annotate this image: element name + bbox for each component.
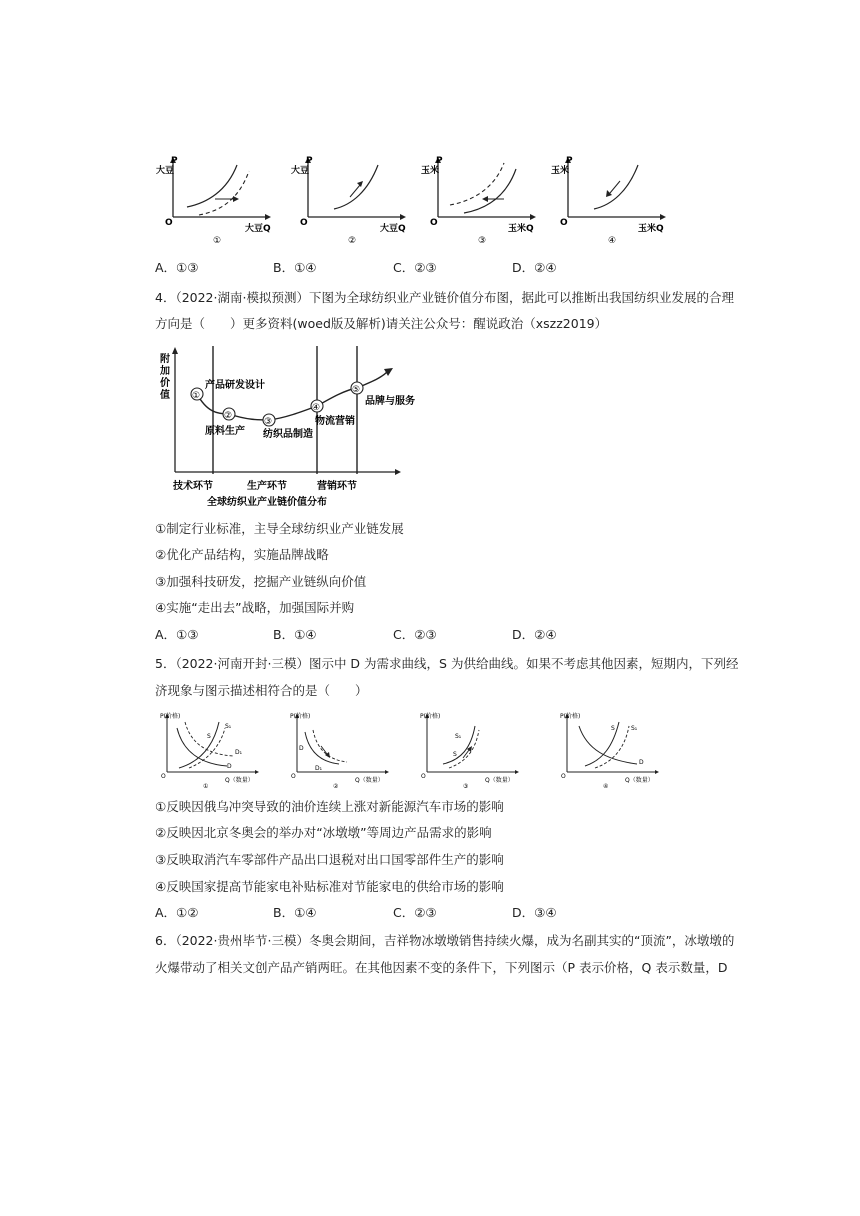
figure-label: 玉米	[551, 166, 570, 176]
figure-label: O	[291, 773, 296, 780]
q5-stem-line1: 5．（2022·河南开封·三模）图示中 D 为需求曲线，S 为供给曲线。如果不考虑其他因素，短期内，下列经	[155, 656, 739, 671]
figure-label: S₁	[455, 733, 462, 740]
q6-stem-line2: 火爆带动了相关文创产品产销两旺。在其他因素不变的条件下，下列图示（P 表示价格，Q 表示数量，D	[155, 960, 728, 975]
figure-label: P	[566, 156, 573, 166]
figure-label: P(价格)	[160, 713, 181, 720]
figure-label: 纺织品制造	[263, 429, 313, 440]
q3-graph-1	[155, 155, 275, 247]
figure-label: O	[421, 773, 426, 780]
figure-label: 原料生产	[205, 426, 245, 437]
figure-label: S₁	[631, 725, 638, 732]
q5-graph-1	[155, 708, 265, 790]
figure-label: ②	[348, 236, 357, 246]
q5-statement-4: ④反映国家提高节能家电补贴标准对节能家电的供给市场的影响	[155, 879, 504, 894]
q4-option-c[interactable]: C．②③	[393, 627, 437, 642]
q5-statement-2: ②反映因北京冬奥会的举办对“冰墩墩”等周边产品需求的影响	[155, 825, 492, 840]
q5-option-b[interactable]: B．①④	[273, 905, 317, 920]
q4-option-a[interactable]: A．①③	[155, 627, 199, 642]
graph-number: ①	[213, 236, 222, 246]
figure-label: 技术环节	[173, 481, 213, 492]
figure-label: 产品研发设计	[205, 380, 265, 391]
figure-label: O	[161, 773, 166, 780]
q4-stem-line1: 4．（2022·湖南·模拟预测）下图为全球纺织业产业链价值分布图，据此可以推断出我国纺织业发展的合理	[155, 290, 734, 305]
figure-label: 全球纺织业产业链价值分布	[207, 497, 327, 508]
q3-option-b[interactable]: B．①④	[273, 260, 317, 275]
figure-label: ④	[603, 783, 609, 790]
figure-label: 玉米	[421, 166, 440, 176]
p-label: P	[171, 156, 178, 166]
figure-label: 营销环节	[317, 481, 357, 492]
figure-label: P(价格)	[290, 713, 311, 720]
q5-graph-4	[555, 708, 665, 790]
figure-label: ①	[203, 783, 209, 790]
q6-stem-line1: 6．（2022·贵州毕节·三模）冬奥会期间，吉祥物冰墩墩销售持续火爆，成为名副其实的“顶流”，冰墩墩的	[155, 933, 735, 948]
q4-value-chain-figure	[155, 342, 415, 512]
figure-label: ③	[463, 783, 469, 790]
q4-option-d[interactable]: D．②④	[512, 627, 557, 642]
figure-label: S	[207, 733, 211, 740]
figure-label: Q（数量）	[625, 777, 654, 784]
figure-label: 生产环节	[247, 481, 287, 492]
figure-label: ⑤	[352, 385, 361, 395]
q4-stem-line2: 方向是（ ）更多资料(woed版及解析)请关注公众号：醒说政治（xszz2019）	[155, 316, 608, 331]
figure-label: Q（数量）	[225, 777, 254, 784]
q3-option-a[interactable]: A．①③	[155, 260, 199, 275]
q4-statement-1: ①制定行业标准，主导全球纺织业产业链发展	[155, 521, 404, 536]
q5-option-c[interactable]: C．②③	[393, 905, 437, 920]
figure-label: P	[436, 156, 443, 166]
q5-option-d[interactable]: D．③④	[512, 905, 557, 920]
figure-label: Q（数量）	[355, 777, 384, 784]
q3-graph-4	[550, 155, 670, 247]
figure-label: 加	[160, 366, 170, 377]
q4-option-b[interactable]: B．①④	[273, 627, 317, 642]
figure-label: 玉米Q	[508, 224, 534, 234]
figure-label: ③	[264, 417, 273, 427]
figure-label: 大豆	[291, 166, 310, 176]
figure-label: 值	[160, 390, 170, 401]
figure-label: ④	[312, 403, 321, 413]
figure-label: 玉米Q	[638, 224, 664, 234]
q5-graph-3	[415, 708, 525, 790]
q3-graph-2	[290, 155, 410, 247]
figure-label: D₁	[235, 749, 243, 756]
figure-label: 价	[160, 378, 170, 389]
figure-label: 大豆Q	[380, 224, 406, 234]
figure-label: ③	[478, 236, 487, 246]
figure-label: 物流营销	[315, 416, 355, 427]
figure-label: ④	[608, 236, 617, 246]
q4-statement-3: ③加强科技研发，挖掘产业链纵向价值	[155, 574, 367, 589]
figure-label: D₁	[315, 765, 323, 772]
origin-label: O	[165, 218, 173, 228]
figure-label: D	[299, 745, 304, 752]
figure-label: P(价格)	[560, 713, 581, 720]
y-axis-label: 大豆	[156, 166, 175, 176]
figure-label: S₁	[225, 723, 232, 730]
q5-statement-3: ③反映取消汽车零部件产品出口退税对出口国零部件生产的影响	[155, 852, 504, 867]
x-axis-label: 大豆Q	[245, 224, 271, 234]
figure-label: P	[306, 156, 313, 166]
figure-label: D	[227, 763, 232, 770]
figure-label: ①	[192, 391, 201, 401]
figure-label: ②	[224, 411, 233, 421]
q3-option-d[interactable]: D．②④	[512, 260, 557, 275]
figure-label: P(价格)	[420, 713, 441, 720]
figure-label: ②	[333, 783, 339, 790]
figure-label: 品牌与服务	[365, 396, 415, 407]
figure-label: D	[639, 759, 644, 766]
figure-label: O	[430, 218, 438, 228]
q3-graph-3	[420, 155, 540, 247]
figure-label: S	[453, 751, 457, 758]
figure-label: 附	[160, 354, 170, 365]
q4-statement-4: ④实施“走出去”战略，加强国际并购	[155, 600, 355, 615]
q3-option-c[interactable]: C．②③	[393, 260, 437, 275]
figure-label: Q（数量）	[485, 777, 514, 784]
q5-option-a[interactable]: A．①②	[155, 905, 199, 920]
q4-statement-2: ②优化产品结构，实施品牌战略	[155, 547, 329, 562]
figure-label: S	[611, 725, 615, 732]
figure-label: O	[560, 218, 568, 228]
figure-label: O	[561, 773, 566, 780]
q5-stem-line2: 济现象与图示描述相符合的是（ ）	[155, 683, 368, 698]
figure-label: O	[300, 218, 308, 228]
q5-statement-1: ①反映因俄乌冲突导致的油价连续上涨对新能源汽车市场的影响	[155, 799, 504, 814]
q5-graph-2	[285, 708, 395, 790]
